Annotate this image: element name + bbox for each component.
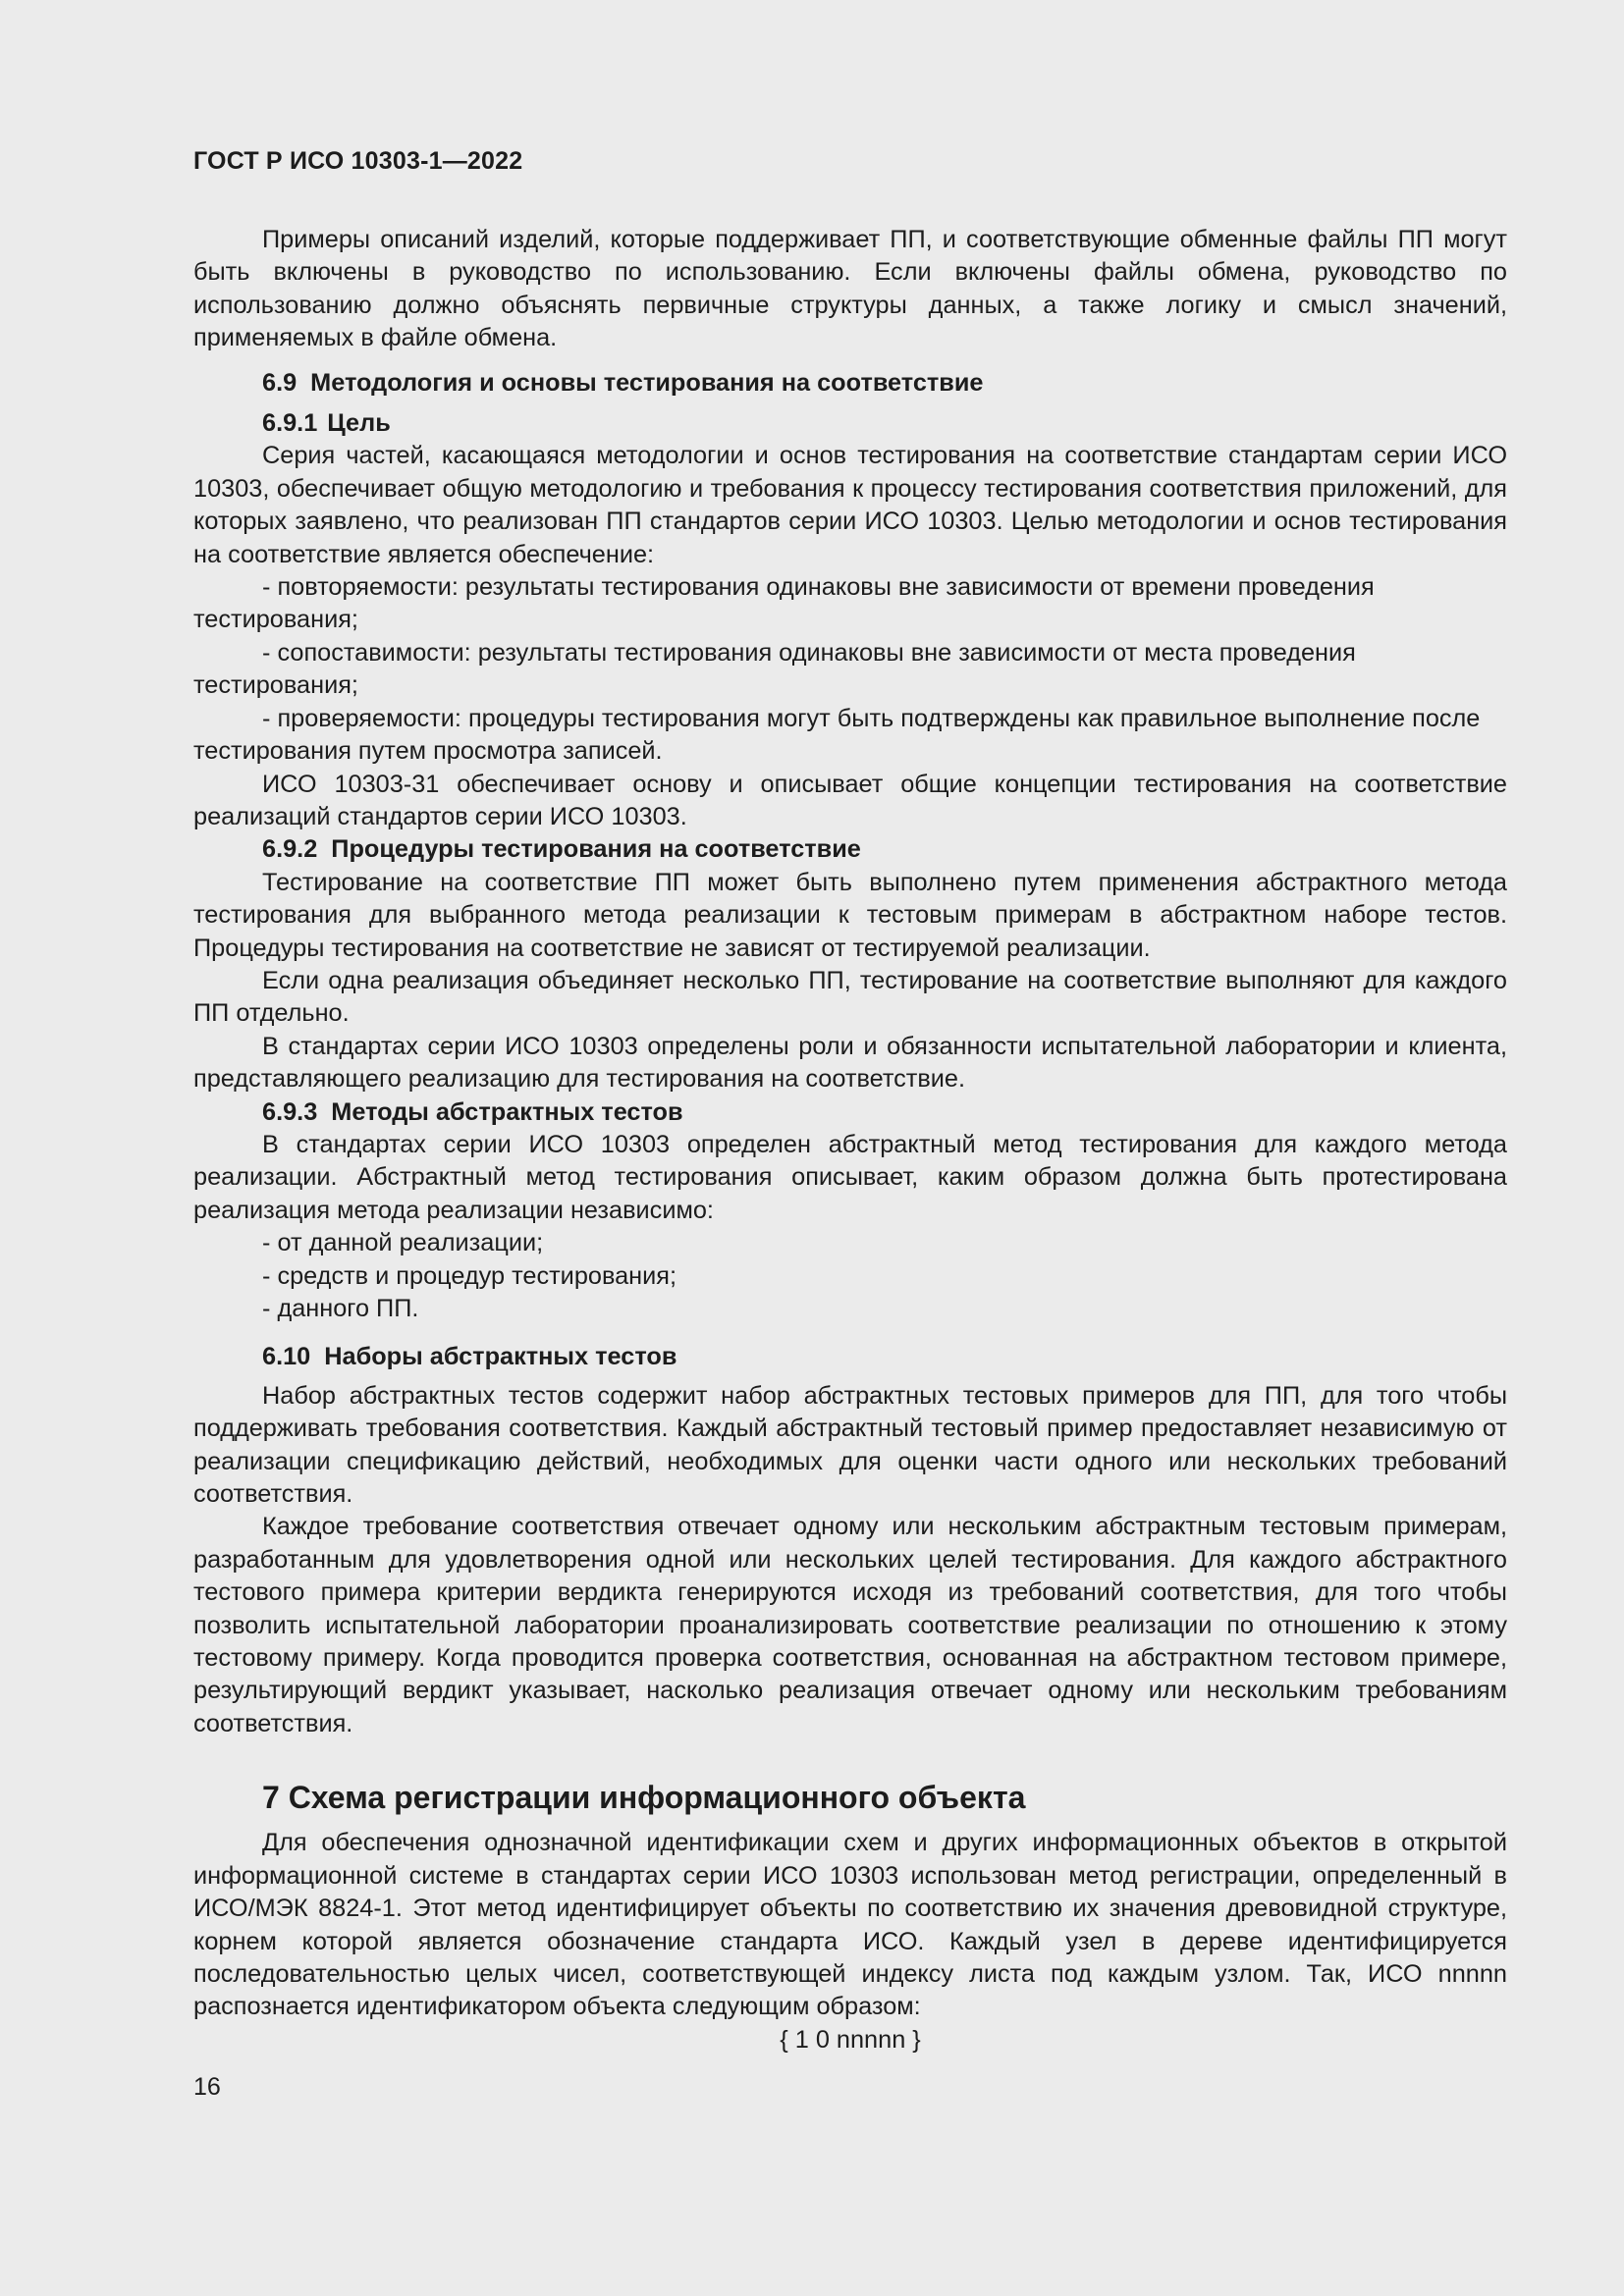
list-item-ap: - данного ПП. <box>262 1295 419 1322</box>
paragraph-6-10-a: Набор абстрактных тестов содержит набор абстрактных тестовых примеров для ПП, для того чтобы поддерживать требования соответствия. Каждый абстрактный тестовый пример предоставляет независимую от реализации спецификацию действий, необходимых для оценки части одного или нескольких требований соответствия. <box>193 1381 1507 1509</box>
heading-number: 6.9 <box>262 368 298 397</box>
heading-number: 6.10 <box>262 1343 311 1371</box>
heading-title: Процедуры тестирования на соответствие <box>331 835 861 864</box>
list-item-verifiability: - проверяемости: процедуры тестирования могут быть подтверждены как правильное выполнение после тестирования путем просмотра записей. <box>193 704 1481 766</box>
object-identifier-formula: { 1 0 nnnnn } <box>780 2025 921 2054</box>
paragraph-6-9-2-c: В стандартах серии ИСО 10303 определены роли и обязанности испытательной лаборатории и клиента, представляющего реализацию для тестирования на соответствие. <box>193 1032 1507 1094</box>
list-item-comparability: - сопоставимости: результаты тестирования одинаковы вне зависимости от места проведения тестирования; <box>193 638 1356 700</box>
heading-number: 6.9.3 <box>262 1097 318 1126</box>
list-item-implementation: - от данной реализации; <box>262 1229 544 1257</box>
paragraph-7-main: Для обеспечения однозначной идентификации схем и других информационных объектов в открытой информационной системе в стандартах серии ИСО 10303 использован метод регистрации, определенный в ИСО/МЭК 8824-1. Этот метод идентифицирует объекты по соответствию их значения древовидной структуре, корнем которой является обозначение стандарта ИСО. Каждый узел в дереве идентифицируется последовательностью целых чисел, соответствующей индексу листа под каждым узлом. Так, ИСО nnnnn распознается идентификатором объекта следующим образом: <box>193 1829 1507 2021</box>
heading-number: 6.9.1 <box>262 409 318 438</box>
paragraph-6-9-2-b: Если одна реализация объединяет несколько ПП, тестирование на соответствие выполняют для каждого ПП отдельно. <box>193 966 1507 1028</box>
paragraph-6-9-1-main: Серия частей, касающаяся методологии и основ тестирования на соответствие стандартам серии ИСО 10303, обеспечивает общую методологию и требования к процессу тестирования соответствия приложений, для которых заявлено, что реализован ПП стандартов серии ИСО 10303. Целью методологии и основ тестирования на соответствие является обеспечение: <box>193 442 1507 568</box>
paragraph-6-9-1-iso-31: ИСО 10303-31 обеспечивает основу и описывает общие концепции тестирования на соответствие реализаций стандартов серии ИСО 10303. <box>193 770 1507 830</box>
heading-6-9 <box>193 367 1507 400</box>
page-content <box>193 224 1507 2056</box>
heading-title: Методы абстрактных тестов <box>331 1097 683 1126</box>
heading-number: 6.9.2 <box>262 835 318 864</box>
heading-title: Наборы абстрактных тестов <box>324 1343 677 1371</box>
heading-title: Цель <box>327 409 391 438</box>
document-code-header: ГОСТ Р ИСО 10303-1—2022 <box>193 147 523 175</box>
heading-section-7: 7 Схема регистрации информационного объекта <box>262 1780 1026 1816</box>
heading-6-9-1 <box>193 407 1507 440</box>
paragraph-6-9-2-a: Тестирование на соответствие ПП может быть выполнено путем применения абстрактного метода тестирования для выбранного метода реализации к тестовым примерам в абстрактном наборе тестов. Процедуры тестирования на соответствие не зависят от тестируемой реализации. <box>193 868 1507 962</box>
list-item-tools: - средств и процедур тестирования; <box>262 1261 677 1290</box>
list-item-repeatability: - повторяемости: результаты тестирования одинаковы вне зависимости от времени проведения тестирования; <box>193 573 1375 634</box>
paragraph-6-10-b: Каждое требование соответствия отвечает одному или нескольким абстрактным тестовым примерам, разработанным для удовлетворения одной или нескольких целей тестирования. Для каждого абстрактного тестового примера критерии вердикта генерируются исходя из требований соответствия, для того чтобы позволить испытательной лаборатории проанализировать соответствие реализации по отношению к этому тестовому примеру. Когда проводится проверка соответствия, основанная на абстрактном тестовом примере, результирующий вердикт указывает, насколько реализация отвечает одному или нескольким требованиям соответствия. <box>193 1513 1507 1737</box>
page-number: 16 <box>193 2073 221 2101</box>
paragraph-intro: Примеры описаний изделий, которые поддерживает ПП, и соответствующие обменные файлы ПП могут быть включены в руководство по использованию. Если включены файлы обмена, руководство по использованию должно объяснять первичные структуры данных, а также логику и смысл значений, применяемых в файле обмена. <box>193 226 1507 352</box>
heading-6-9-2 <box>193 833 1507 866</box>
heading-title: Методология и основы тестирования на соответствие <box>310 368 984 397</box>
paragraph-6-9-3-main: В стандартах серии ИСО 10303 определен абстрактный метод тестирования для каждого метода реализации. Абстрактный метод тестирования описывает, каким образом должна быть протестирована реализация метода реализации независимо: <box>193 1130 1507 1224</box>
heading-6-9-3 <box>193 1096 1507 1129</box>
heading-6-10 <box>193 1341 1507 1373</box>
